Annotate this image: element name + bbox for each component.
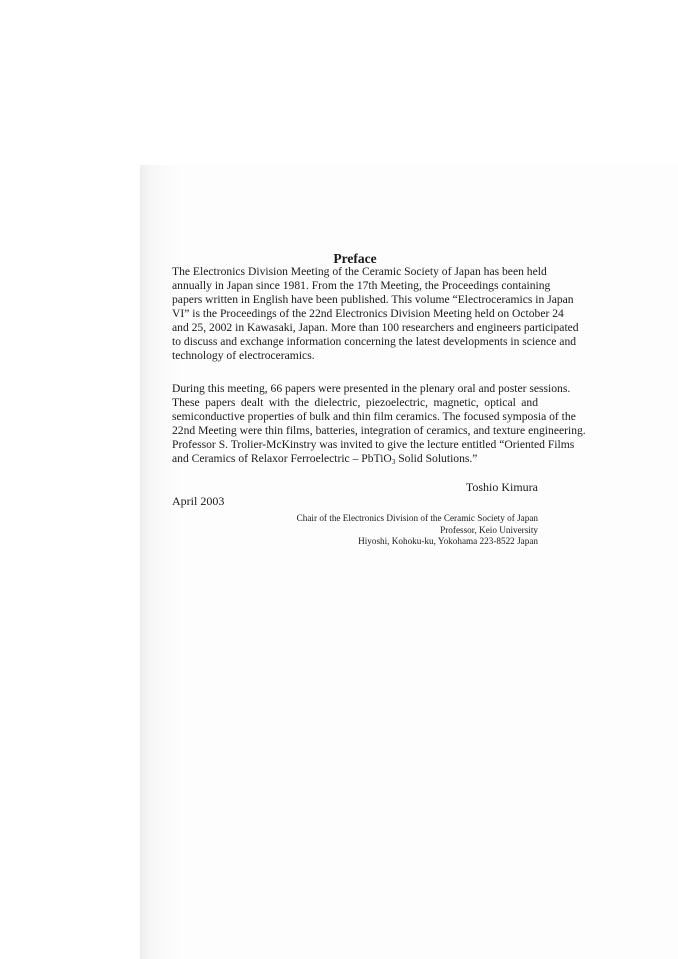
text-line: papers written in English have been published. This volume “Electroceramics in Japan — [172, 293, 574, 306]
signature-name: Toshio Kimura — [465, 480, 538, 494]
affiliation-line: Hiyoshi, Kohoku-ku, Yokohama 223-8522 Japan — [358, 536, 538, 546]
text-segment: and Ceramics of Relaxor Ferroelectric – PbTiO — [172, 452, 392, 465]
affiliation-line: Chair of the Electronics Division of the Ceramic Society of Japan — [296, 513, 538, 523]
text-line: During this meeting, 66 papers were presented in the plenary oral and poster sessions. — [172, 382, 571, 395]
text-line: semiconductive properties of bulk and thin film ceramics. The focused symposia of the — [172, 410, 576, 423]
text-line: 22nd Meeting were thin films, batteries, integration of ceramics, and texture engineering. — [172, 424, 586, 437]
affiliation — [297, 513, 538, 548]
text-line: The Electronics Division Meeting of the Ceramic Society of Japan has been held — [172, 265, 547, 278]
text-line — [172, 452, 538, 469]
text-line: technology of electroceramics. — [172, 349, 315, 362]
text-line: and 25, 2002 in Kawasaki, Japan. More than 100 researchers and engineers participated — [172, 321, 579, 334]
text-line: These papers dealt with the dielectric, piezoelectric, magnetic, optical and — [172, 396, 538, 409]
text-line: Professor S. Trolier-McKinstry was invited to give the lecture entitled “Oriented Films — [172, 438, 575, 451]
paragraph-1 — [172, 265, 579, 363]
affiliation-line: Professor, Keio University — [440, 524, 538, 535]
paragraph-2 — [172, 382, 586, 469]
subscript: 3 — [391, 458, 396, 466]
text-segment: Solid Solutions.” — [395, 452, 478, 465]
page-title: Preface — [333, 251, 377, 266]
date: April 2003 — [172, 494, 225, 508]
text-line: VI” is the Proceedings of the 22nd Electronics Division Meeting held on October 24 — [172, 307, 564, 320]
text-line: to discuss and exchange information concerning the latest developments in science and — [172, 335, 577, 348]
text-line: annually in Japan since 1981. From the 17th Meeting, the Proceedings containing — [172, 279, 551, 292]
